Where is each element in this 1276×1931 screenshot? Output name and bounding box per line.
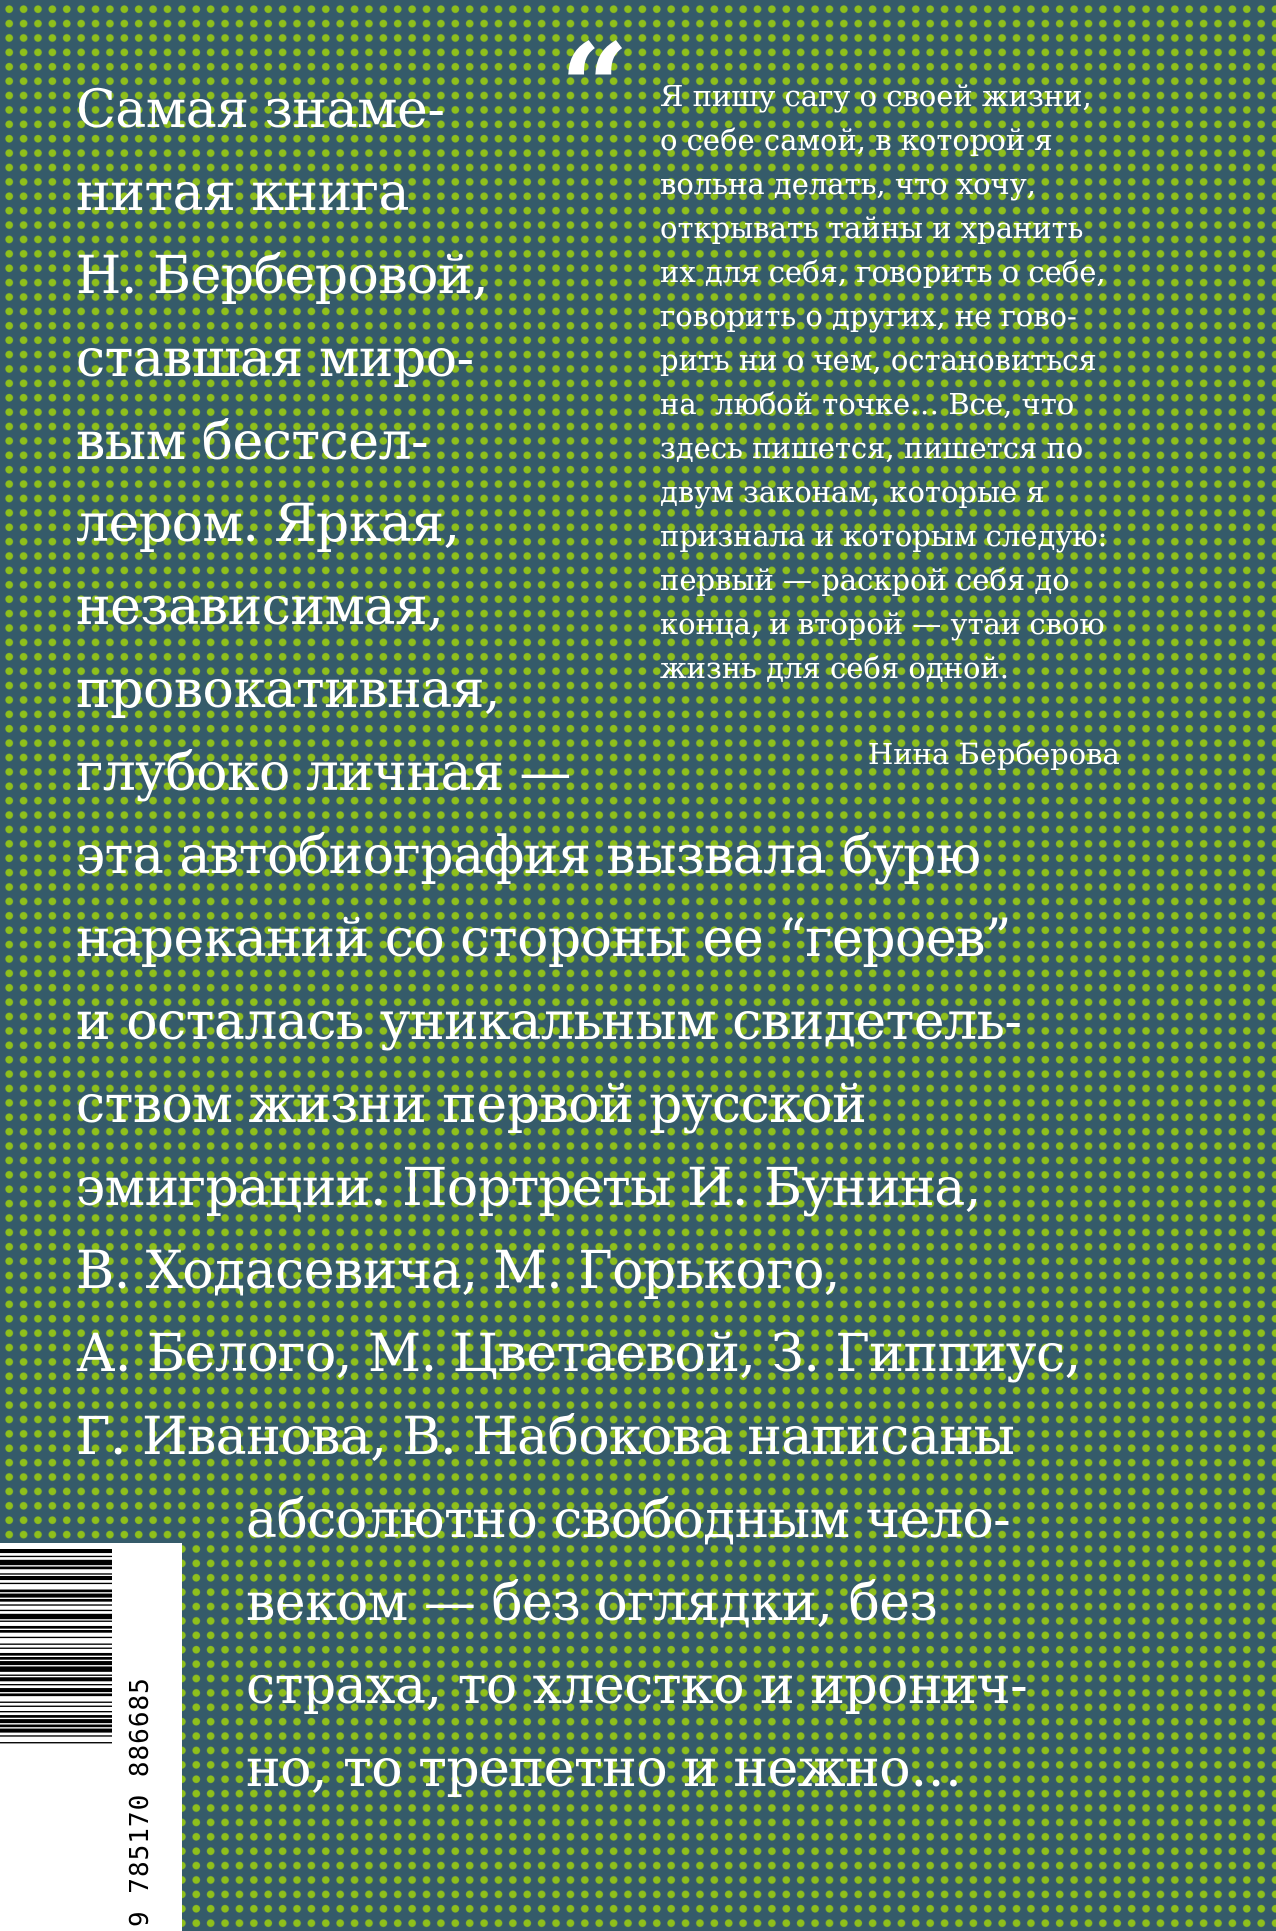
blurb-line: В. Ходасевича, М. Горького, (76, 1241, 840, 1301)
blurb-line: лером. Яркая, (76, 494, 460, 554)
quote-line: жизнь для себя одной. (660, 651, 1009, 685)
quote-line: открывать тайны и хранить (660, 211, 1084, 245)
blurb-line: вым бестсел- (76, 412, 429, 472)
blurb-line: нитая книга (76, 163, 409, 223)
blurb-line: независимая, (76, 577, 444, 637)
quote-line: первый — раскрой себя до (660, 563, 1070, 597)
blurb-line: веком — без оглядки, без (246, 1573, 938, 1633)
blurb-line: Самая знаме- (76, 80, 445, 140)
barcode-bars-icon (0, 1549, 112, 1743)
quote-line: на любой точке… Все, что (660, 387, 1075, 421)
blurb-line: Н. Берберовой, (76, 246, 489, 306)
barcode (0, 1543, 182, 1931)
blurb-line: нареканий со стороны ее “героев” (76, 909, 1011, 969)
blurb-line: но, то трепетно и нежно… (246, 1739, 962, 1799)
blurb-line: Г. Иванова, В. Набокова написаны (76, 1407, 1015, 1467)
blurb-line: глубоко личная — (76, 743, 571, 803)
blurb-line: А. Белого, М. Цветаевой, З. Гиппиус, (76, 1324, 1081, 1384)
blurb-line: ством жизни первой русской (76, 1075, 867, 1135)
quotation-mark-icon: “ (560, 17, 630, 158)
blurb-line: абсолютно свободным чело- (246, 1490, 1011, 1550)
blurb-line: провокативная, (76, 660, 501, 720)
blurb-line: эмиграции. Портреты И. Бунина, (76, 1158, 981, 1218)
blurb-line: эта автобиография вызвала бурю (76, 826, 981, 886)
quote-line: здесь пишется, пишется по (660, 431, 1084, 465)
quote-line: их для себя, говорить о себе, (660, 255, 1106, 289)
quote-line: признала и которым следую: (660, 519, 1108, 553)
quote-line: рить ни о чем, остановиться (660, 343, 1097, 377)
quote-attribution: Нина Берберова (868, 737, 1120, 771)
blurb-line: страха, то хлестко и иронич- (246, 1656, 1028, 1716)
blurb-line: и осталась уникальным свидетель- (76, 992, 1022, 1052)
barcode-digits: 9 785170 886685 (125, 1677, 155, 1927)
quote-line: Я пишу сагу о своей жизни, (660, 79, 1092, 113)
quote-line: двум законам, которые я (660, 475, 1045, 509)
blurb-line: ставшая миро- (76, 329, 474, 389)
quote-line: конца, и второй — утаи свою (660, 607, 1105, 641)
quote-line: вольна делать, что хочу, (660, 167, 1036, 201)
quote-line: о себе самой, в которой я (660, 123, 1053, 157)
quote-line: говорить о других, не гово- (660, 299, 1077, 333)
